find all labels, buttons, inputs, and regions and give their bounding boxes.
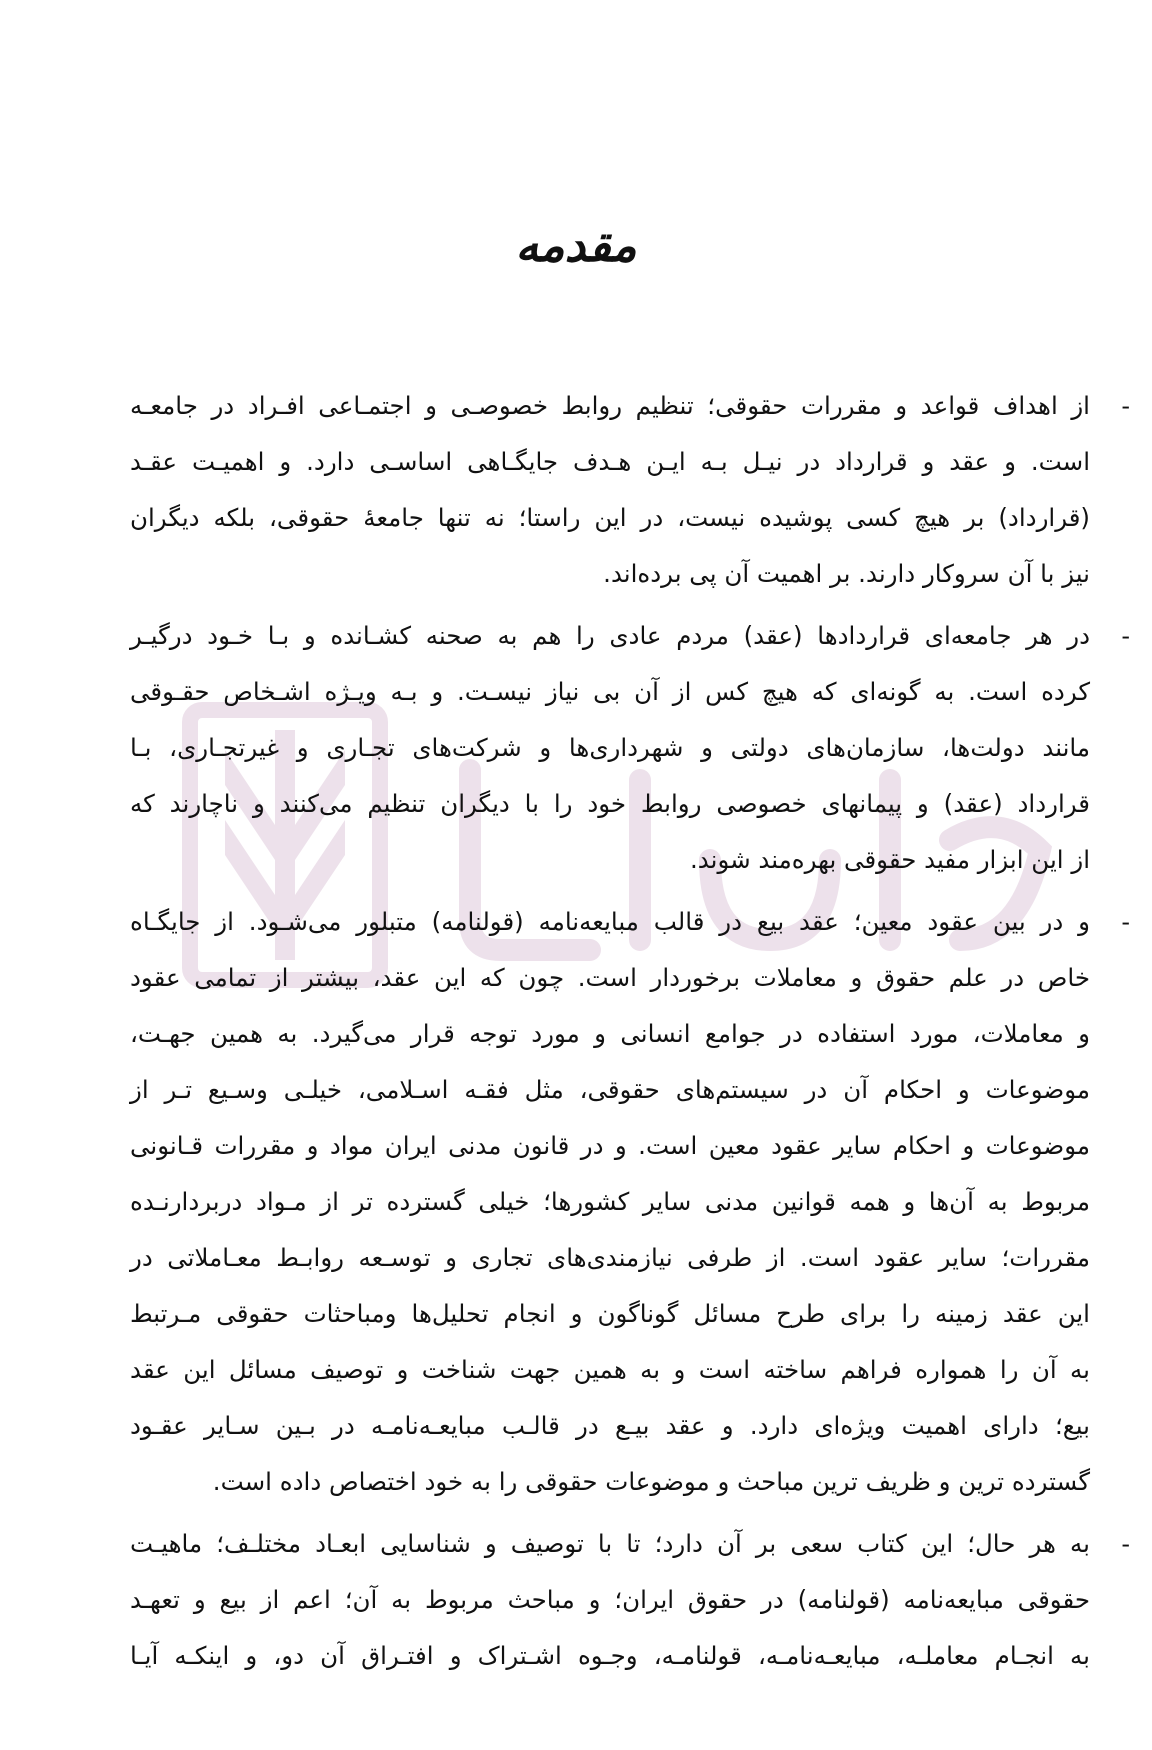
bullet-dash: -: [1121, 1530, 1130, 1558]
text-line: موضوعات و احکام سایر عقود معین است. و در قانون مدنی ایران مواد و مقررات قـانونی: [130, 1131, 1090, 1160]
text-line: و معاملات، مورد استفاده در جوامع انسانی و مورد توجه قرار می‌گیرد. به همین جهـت،: [130, 1019, 1090, 1048]
paragraph-1: [130, 378, 1130, 602]
text-line: مربوط به آن‌ها و همه قوانین مدنی سایر کشورها؛ خیلی گسترده تر از مـواد دربردارنـده: [130, 1187, 1090, 1216]
text-line: خاص در علم حقوق و معاملات برخوردار است. چون که این عقد، بیشتر از تمامی عقود: [130, 963, 1090, 992]
text-line: به آن را همواره فراهم ساخته است و به همین جهت شناخت و توصیف مسائل این عقد: [130, 1355, 1090, 1384]
text-line: گسترده ترین و ظریف ترین مباحث و موضوعات حقوقی را به خود اختصاص داده است.: [212, 1467, 1090, 1496]
text-line: از این ابزار مفید حقوقی بهره‌مند شوند.: [689, 845, 1090, 874]
text-line: کرده است. به گونه‌ای که هیچ کس از آن بی نیاز نیسـت. و بـه ویـژه اشـخاص حقـوقی: [130, 677, 1090, 706]
text-line: موضوعات و احکام آن در سیستم‌های حقوقی، مثل فقـه اسـلامی، خیلـی وسـیع تـر از: [130, 1075, 1090, 1104]
bullet-dash: -: [1121, 908, 1130, 936]
bullet-dash: -: [1121, 392, 1130, 420]
bullet-dash: -: [1121, 622, 1130, 650]
text-line: از اهداف قواعد و مقررات حقوقی؛ تنظیم روابط خصوصـی و اجتمـاعی افـراد در جامعـه: [130, 391, 1090, 420]
text-line: بیع؛ دارای اهمیت ویژه‌ای دارد. و عقد بیـع در قالـب مبایعـه‌نامـه در بـین سـایر عقـود: [130, 1411, 1090, 1440]
text-line: به انجـام معاملـه، مبایعـه‌نامـه، قولنامـه، وجـوه اشـتراک و افتـراق آن دو، و اینکـه آیـا: [130, 1641, 1090, 1670]
text-line: این عقد زمینه را برای طرح مسائل گوناگون و انجام تحلیل‌ها ومباحثات حقوقی مـرتبط: [130, 1299, 1090, 1328]
body-text: [130, 378, 1130, 1690]
text-line: (قرارداد) بر هیچ کسی پوشیده نیست، در این راستا؛ نه تنها جامعۀ حقوقی، بلکه دیگران: [130, 503, 1090, 532]
text-line: مقررات؛ سایر عقود است. از طرفی نیازمندی‌های تجاری و توسـعه روابـط معـاملاتی در: [130, 1243, 1090, 1272]
text-line: است. و عقد و قرارداد در نیـل بـه ایـن هـدف جایگـاهی اساسـی دارد. و اهمیـت عقـد: [130, 447, 1090, 476]
text-line: و در بین عقود معین؛ عقد بیع در قالب مبایعه‌نامه (قولنامه) متبلور می‌شـود. از جایگـاه: [130, 907, 1090, 936]
text-line: نیز با آن سروکار دارند. بر اهمیت آن پی برده‌اند.: [603, 559, 1090, 588]
text-line: قرارداد (عقد) و پیمانهای خصوصی روابط خود را با دیگران تنظیم می‌کنند و ناچارند که: [130, 789, 1090, 818]
paragraph-4: [130, 1516, 1130, 1684]
paragraph-3: [130, 894, 1130, 1510]
page-title: مقدمه: [515, 218, 637, 272]
text-line: در هر جامعه‌ای قراردادها (عقد) مردم عادی را هم به صحنه کشـانده و بـا خـود درگیـر: [130, 621, 1090, 650]
text-line: حقوقی مبایعه‌نامه (قولنامه) در حقوق ایران؛ و مباحث مربوط به آن؛ اعم از بیع و تعهـد: [130, 1585, 1090, 1614]
paragraph-2: [130, 608, 1130, 888]
text-line: به هر حال؛ این کتاب سعی بر آن دارد؛ تا با توصیف و شناسایی ابعـاد مختلـف؛ ماهیـت: [130, 1529, 1090, 1558]
text-line: مانند دولت‌ها، سازمان‌های دولتی و شهرداری‌ها و شرکت‌های تجـاری و غیرتجـاری، بـا: [130, 733, 1090, 762]
